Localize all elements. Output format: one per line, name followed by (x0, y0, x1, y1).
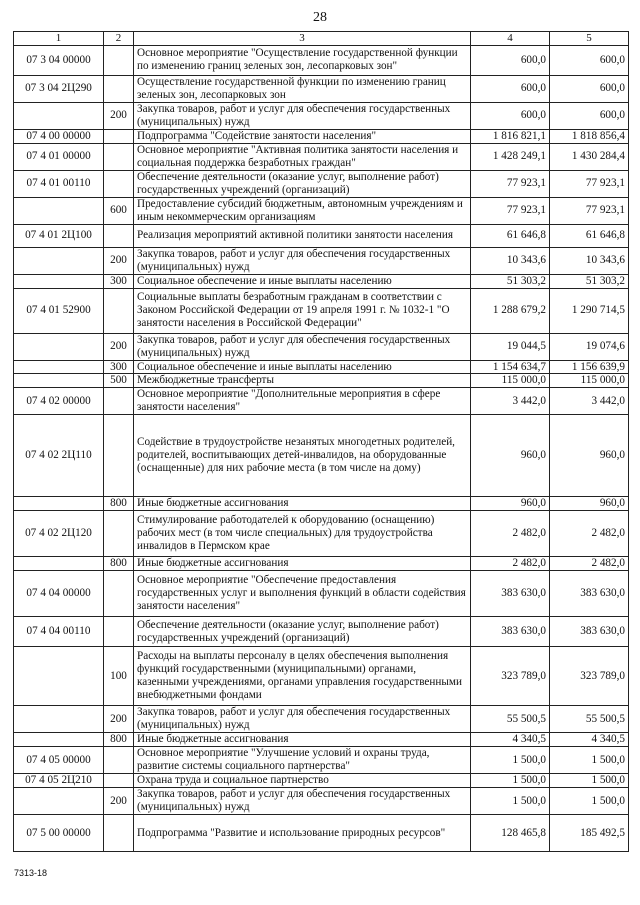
target-code-cell (14, 647, 104, 706)
table-row (14, 706, 629, 733)
item-name-cell: Иные бюджетные ассигнования (134, 497, 471, 511)
column-header: 5 (550, 32, 629, 46)
table-row (14, 288, 629, 333)
target-code-cell: 07 4 02 00000 (14, 388, 104, 415)
item-name-cell: Обеспечение деятельности (оказание услуг, выполнение работ) государственных учреждений (организаций) (134, 617, 471, 647)
amount-year-2-cell: 10 343,6 (550, 247, 629, 274)
expense-type-cell: 300 (104, 274, 134, 288)
column-header: 2 (104, 32, 134, 46)
table-header-row (14, 32, 629, 46)
amount-year-2-cell: 4 340,5 (550, 733, 629, 747)
amount-year-1-cell: 1 816 821,1 (471, 129, 550, 143)
expense-type-cell: 200 (104, 706, 134, 733)
column-header: 4 (471, 32, 550, 46)
expense-type-cell (104, 747, 134, 774)
item-name-cell: Основное мероприятие "Осуществление государственной функции по изменению границ зеленых зон, лесопарковых зон" (134, 45, 471, 75)
table-row (14, 224, 629, 247)
column-header: 3 (134, 32, 471, 46)
target-code-cell (14, 360, 104, 374)
item-name-cell: Основное мероприятие "Дополнительные мероприятия в сфере занятости населения" (134, 388, 471, 415)
table-row (14, 647, 629, 706)
table-row (14, 274, 629, 288)
expense-type-cell (104, 129, 134, 143)
amount-year-1-cell: 77 923,1 (471, 170, 550, 197)
item-name-cell: Иные бюджетные ассигнования (134, 557, 471, 571)
amount-year-1-cell: 1 500,0 (471, 788, 550, 815)
expense-type-cell: 100 (104, 647, 134, 706)
amount-year-2-cell: 600,0 (550, 45, 629, 75)
target-code-cell (14, 197, 104, 224)
amount-year-2-cell: 61 646,8 (550, 224, 629, 247)
table-row (14, 415, 629, 497)
amount-year-1-cell: 383 630,0 (471, 617, 550, 647)
amount-year-1-cell: 1 288 679,2 (471, 288, 550, 333)
item-name-cell: Иные бюджетные ассигнования (134, 733, 471, 747)
expense-type-cell (104, 75, 134, 102)
amount-year-1-cell: 77 923,1 (471, 197, 550, 224)
amount-year-1-cell: 3 442,0 (471, 388, 550, 415)
target-code-cell (14, 102, 104, 129)
table-row (14, 170, 629, 197)
amount-year-1-cell: 600,0 (471, 45, 550, 75)
table-row (14, 815, 629, 852)
amount-year-1-cell: 115 000,0 (471, 374, 550, 388)
expense-type-cell: 800 (104, 733, 134, 747)
amount-year-2-cell: 1 500,0 (550, 788, 629, 815)
amount-year-2-cell: 77 923,1 (550, 170, 629, 197)
target-code-cell (14, 374, 104, 388)
budget-table (13, 31, 629, 852)
table-row (14, 129, 629, 143)
amount-year-1-cell: 960,0 (471, 415, 550, 497)
item-name-cell: Закупка товаров, работ и услуг для обеспечения государственных (муниципальных) нужд (134, 247, 471, 274)
table-row (14, 617, 629, 647)
amount-year-1-cell: 1 154 634,7 (471, 360, 550, 374)
item-name-cell: Закупка товаров, работ и услуг для обеспечения государственных (муниципальных) нужд (134, 333, 471, 360)
target-code-cell (14, 788, 104, 815)
table-row (14, 247, 629, 274)
item-name-cell: Закупка товаров, работ и услуг для обеспечения государственных (муниципальных) нужд (134, 706, 471, 733)
table-row (14, 497, 629, 511)
amount-year-1-cell: 2 482,0 (471, 511, 550, 557)
column-header: 1 (14, 32, 104, 46)
amount-year-1-cell: 600,0 (471, 75, 550, 102)
table-row (14, 197, 629, 224)
table-row (14, 571, 629, 617)
item-name-cell: Осуществление государственной функции по изменению границ зеленых зон, лесопарковых зон (134, 75, 471, 102)
page-number: 28 (313, 10, 327, 25)
amount-year-2-cell: 2 482,0 (550, 511, 629, 557)
amount-year-2-cell: 185 492,5 (550, 815, 629, 852)
target-code-cell (14, 733, 104, 747)
expense-type-cell: 200 (104, 102, 134, 129)
target-code-cell: 07 4 05 2Ц210 (14, 774, 104, 788)
amount-year-1-cell: 51 303,2 (471, 274, 550, 288)
amount-year-2-cell: 600,0 (550, 102, 629, 129)
amount-year-2-cell: 1 156 639,9 (550, 360, 629, 374)
target-code-cell: 07 4 04 00110 (14, 617, 104, 647)
item-name-cell: Подпрограмма "Содействие занятости населения" (134, 129, 471, 143)
amount-year-2-cell: 55 500,5 (550, 706, 629, 733)
amount-year-1-cell: 600,0 (471, 102, 550, 129)
table-row (14, 143, 629, 170)
amount-year-2-cell: 323 789,0 (550, 647, 629, 706)
amount-year-2-cell: 19 074,6 (550, 333, 629, 360)
expense-type-cell: 200 (104, 788, 134, 815)
amount-year-2-cell: 383 630,0 (550, 617, 629, 647)
target-code-cell: 07 4 05 00000 (14, 747, 104, 774)
target-code-cell: 07 4 01 52900 (14, 288, 104, 333)
expense-type-cell: 800 (104, 497, 134, 511)
table-row (14, 511, 629, 557)
target-code-cell: 07 3 04 00000 (14, 45, 104, 75)
amount-year-1-cell: 1 500,0 (471, 747, 550, 774)
amount-year-2-cell: 600,0 (550, 75, 629, 102)
item-name-cell: Социальное обеспечение и иные выплаты населению (134, 274, 471, 288)
item-name-cell: Основное мероприятие "Улучшение условий и охраны труда, развитие системы социального партнерства" (134, 747, 471, 774)
expense-type-cell: 800 (104, 557, 134, 571)
expense-type-cell (104, 571, 134, 617)
amount-year-1-cell: 323 789,0 (471, 647, 550, 706)
amount-year-1-cell: 61 646,8 (471, 224, 550, 247)
expense-type-cell: 200 (104, 247, 134, 274)
item-name-cell: Основное мероприятие "Обеспечение предоставления государственных услуг и выполнения функций в области содействия занятости населения" (134, 571, 471, 617)
target-code-cell (14, 247, 104, 274)
target-code-cell (14, 706, 104, 733)
table-row (14, 360, 629, 374)
amount-year-2-cell: 1 818 856,4 (550, 129, 629, 143)
amount-year-1-cell: 55 500,5 (471, 706, 550, 733)
target-code-cell: 07 4 01 00110 (14, 170, 104, 197)
item-name-cell: Подпрограмма "Развитие и использование природных ресурсов" (134, 815, 471, 852)
expense-type-cell (104, 45, 134, 75)
expense-type-cell: 600 (104, 197, 134, 224)
amount-year-1-cell: 383 630,0 (471, 571, 550, 617)
amount-year-1-cell: 1 428 249,1 (471, 143, 550, 170)
item-name-cell: Предоставление субсидий бюджетным, автономным учреждениям и иным некоммерческим организациям (134, 197, 471, 224)
amount-year-2-cell: 960,0 (550, 415, 629, 497)
amount-year-2-cell: 1 430 284,4 (550, 143, 629, 170)
expense-type-cell (104, 415, 134, 497)
amount-year-1-cell: 19 044,5 (471, 333, 550, 360)
table-body (14, 45, 629, 852)
amount-year-2-cell: 960,0 (550, 497, 629, 511)
amount-year-2-cell: 3 442,0 (550, 388, 629, 415)
target-code-cell (14, 497, 104, 511)
expense-type-cell (104, 288, 134, 333)
target-code-cell: 07 4 02 2Ц120 (14, 511, 104, 557)
amount-year-2-cell: 2 482,0 (550, 557, 629, 571)
expense-type-cell (104, 815, 134, 852)
item-name-cell: Содействие в трудоустройстве незанятых многодетных родителей, родителей, воспитывающих детей-инвалидов, на оборудованные (оснащенные) для них рабочие места (в том числе на дому) (134, 415, 471, 497)
expense-type-cell: 500 (104, 374, 134, 388)
expense-type-cell: 300 (104, 360, 134, 374)
expense-type-cell (104, 388, 134, 415)
amount-year-2-cell: 383 630,0 (550, 571, 629, 617)
table-row (14, 733, 629, 747)
amount-year-1-cell: 2 482,0 (471, 557, 550, 571)
amount-year-2-cell: 115 000,0 (550, 374, 629, 388)
amount-year-1-cell: 128 465,8 (471, 815, 550, 852)
table-row (14, 774, 629, 788)
expense-type-cell (104, 511, 134, 557)
target-code-cell: 07 4 02 2Ц110 (14, 415, 104, 497)
amount-year-1-cell: 1 500,0 (471, 774, 550, 788)
item-name-cell: Охрана труда и социальное партнерство (134, 774, 471, 788)
table-row (14, 102, 629, 129)
item-name-cell: Межбюджетные трансферты (134, 374, 471, 388)
expense-type-cell (104, 143, 134, 170)
item-name-cell: Закупка товаров, работ и услуг для обеспечения государственных (муниципальных) нужд (134, 102, 471, 129)
expense-type-cell (104, 774, 134, 788)
target-code-cell: 07 4 01 00000 (14, 143, 104, 170)
amount-year-2-cell: 1 290 714,5 (550, 288, 629, 333)
target-code-cell: 07 4 00 00000 (14, 129, 104, 143)
table-row (14, 45, 629, 75)
target-code-cell: 07 4 01 2Ц100 (14, 224, 104, 247)
target-code-cell: 07 4 04 00000 (14, 571, 104, 617)
target-code-cell (14, 274, 104, 288)
table-row (14, 75, 629, 102)
table-row (14, 333, 629, 360)
expense-type-cell (104, 224, 134, 247)
item-name-cell: Стимулирование работодателей к оборудованию (оснащению) рабочих мест (в том числе специальных) для трудоустройства инвалидов в Пермском крае (134, 511, 471, 557)
item-name-cell: Реализация мероприятий активной политики занятости населения (134, 224, 471, 247)
footer-code: 7313-18 (14, 868, 48, 878)
amount-year-2-cell: 1 500,0 (550, 747, 629, 774)
target-code-cell (14, 333, 104, 360)
amount-year-1-cell: 10 343,6 (471, 247, 550, 274)
item-name-cell: Закупка товаров, работ и услуг для обеспечения государственных (муниципальных) нужд (134, 788, 471, 815)
item-name-cell: Основное мероприятие "Активная политика занятости населения и социальная поддержка безработных граждан" (134, 143, 471, 170)
amount-year-2-cell: 77 923,1 (550, 197, 629, 224)
amount-year-2-cell: 1 500,0 (550, 774, 629, 788)
table-row (14, 388, 629, 415)
expense-type-cell (104, 617, 134, 647)
amount-year-1-cell: 960,0 (471, 497, 550, 511)
table-row (14, 374, 629, 388)
amount-year-2-cell: 51 303,2 (550, 274, 629, 288)
table-row (14, 557, 629, 571)
target-code-cell (14, 557, 104, 571)
table-row (14, 788, 629, 815)
item-name-cell: Социальные выплаты безработным гражданам в соответствии с Законом Российской Федерации от 19 апреля 1991 г. № 1032-1 "О занятости населения в Российской Федерации" (134, 288, 471, 333)
item-name-cell: Расходы на выплаты персоналу в целях обеспечения выполнения функций государственными (муниципальными) органами, казенными учреждениями, органами управления государственными внебюджетными фондами (134, 647, 471, 706)
target-code-cell: 07 5 00 00000 (14, 815, 104, 852)
expense-type-cell: 200 (104, 333, 134, 360)
item-name-cell: Социальное обеспечение и иные выплаты населению (134, 360, 471, 374)
target-code-cell: 07 3 04 2Ц290 (14, 75, 104, 102)
table-row (14, 747, 629, 774)
item-name-cell: Обеспечение деятельности (оказание услуг, выполнение работ) государственных учреждений (организаций) (134, 170, 471, 197)
expense-type-cell (104, 170, 134, 197)
amount-year-1-cell: 4 340,5 (471, 733, 550, 747)
